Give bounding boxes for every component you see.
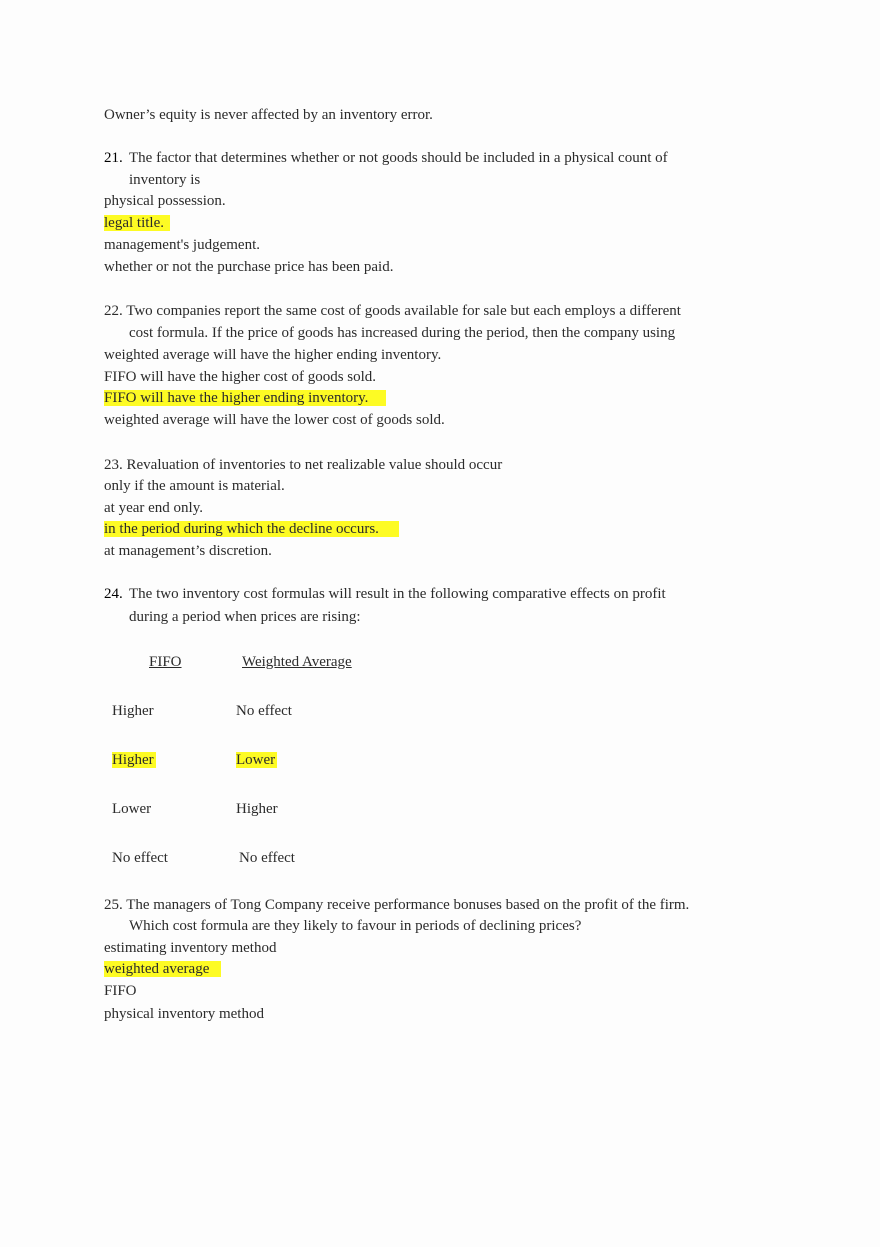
table-cell: No effect	[236, 703, 292, 719]
q21-option-b-answer: legal title.	[104, 215, 170, 231]
table-cell: Higher	[236, 801, 278, 817]
table-cell: No effect	[112, 850, 168, 866]
table-cell: Lower	[112, 801, 152, 817]
q23-option-d: at management’s discretion.	[104, 543, 272, 559]
q22-stem-line2: cost formula. If the price of goods has increased during the period, then the company using	[129, 325, 676, 341]
q25-option-d: physical inventory method	[104, 1006, 264, 1022]
q25-option-c: FIFO	[104, 983, 137, 999]
q21-option-c: management's judgement.	[104, 237, 260, 253]
table-cell-answer: Higher	[112, 752, 154, 768]
q21-option-a: physical possession.	[104, 193, 226, 209]
q22-option-c-answer: FIFO will have the higher ending inventory.	[104, 390, 386, 406]
table-cell-answer: Lower	[236, 752, 276, 768]
q24-stem-line2: during a period when prices are rising:	[129, 609, 361, 625]
q21-stem-line1: The factor that determines whether or not goods should be included in a physical count of	[129, 150, 668, 166]
q24-stem-line1: The two inventory cost formulas will result in the following comparative effects on profit	[129, 586, 666, 602]
table-header-fifo: FIFO	[149, 654, 182, 670]
q25-stem-line2: Which cost formula are they likely to favour in periods of declining prices?	[129, 918, 582, 934]
q22-option-a: weighted average will have the higher ending inventory.	[104, 347, 442, 363]
table-cell: Higher	[112, 703, 154, 719]
q23-option-a: only if the amount is material.	[104, 478, 285, 494]
q24-number: 24.	[104, 586, 123, 602]
table-cell: No effect	[239, 850, 295, 866]
q23-stem: 23. Revaluation of inventories to net realizable value should occur	[104, 457, 503, 473]
intro-statement: Owner’s equity is never affected by an inventory error.	[104, 107, 433, 123]
q21-number: 21.	[104, 150, 123, 166]
q23-option-b: at year end only.	[104, 500, 203, 516]
q23-option-c-answer: in the period during which the decline occurs.	[104, 521, 399, 537]
q25-option-b-answer: weighted average	[104, 961, 221, 977]
q22-option-d: weighted average will have the lower cost of goods sold.	[104, 412, 445, 428]
q21-option-d: whether or not the purchase price has been paid.	[104, 259, 394, 275]
q25-option-a: estimating inventory method	[104, 940, 277, 956]
q22-option-b: FIFO will have the higher cost of goods sold.	[104, 369, 377, 385]
q21-stem-line2: inventory is	[129, 172, 201, 188]
q22-stem-line1: 22. Two companies report the same cost of goods available for sale but each employs a different	[104, 303, 681, 319]
q25-stem-line1: 25. The managers of Tong Company receive performance bonuses based on the profit of the firm.	[104, 897, 690, 913]
table-header-weighted-average: Weighted Average	[242, 654, 352, 670]
